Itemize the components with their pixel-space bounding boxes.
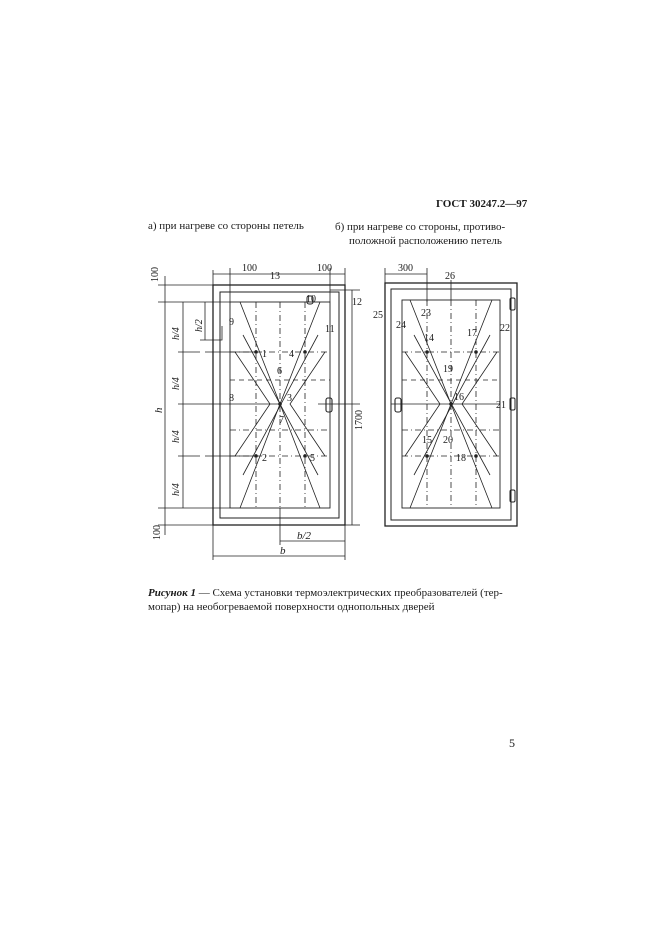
point-marker [303, 454, 307, 458]
label-point-6: 6 [277, 366, 282, 377]
label-point-7: 7 [279, 415, 284, 426]
label-point-11: 11 [325, 324, 335, 335]
label-point-3: 3 [287, 393, 292, 404]
label-point-4: 4 [289, 349, 294, 360]
point-marker [474, 454, 478, 458]
label-point-25: 25 [373, 310, 383, 321]
door-handle-b [395, 398, 401, 412]
label-point-8: 8 [229, 393, 234, 404]
label-point-18: 18 [456, 453, 466, 464]
dim-h-quarter-2: h/4 [171, 377, 182, 390]
dim-top-100: 100 [150, 267, 161, 282]
label-point-10: 10 [306, 294, 316, 305]
label-point-12: 12 [352, 297, 362, 308]
label-point-1: 1 [262, 349, 267, 360]
document-header: ГОСТ 30247.2—97 [436, 198, 528, 210]
point-marker [474, 350, 478, 354]
point-marker [303, 350, 307, 354]
figure-caption [148, 586, 522, 614]
figure-caption-label: Рисунок 1 [148, 587, 196, 599]
caption-variant-a: а) при нагреве со стороны петель [148, 220, 304, 232]
label-point-19: 19 [443, 364, 453, 375]
point-marker [425, 454, 429, 458]
point-marker [425, 350, 429, 354]
caption-b-line-2: положной расположению петель [349, 235, 502, 247]
dim-h: h [153, 407, 165, 413]
dim-h-quarter-1: h/4 [171, 327, 182, 340]
caption-b-line-1: б) при нагреве со стороны, противо- [335, 221, 506, 233]
label-point-24: 24 [396, 320, 406, 331]
dim-300: 300 [398, 263, 413, 274]
label-point-20: 20 [443, 435, 453, 446]
dim-h-half: h/2 [194, 319, 205, 332]
label-point-26: 26 [445, 271, 455, 282]
dim-bottom-100: 100 [152, 525, 163, 540]
dim-h-quarter-4: h/4 [171, 483, 182, 496]
label-point-21: 21 [496, 400, 506, 411]
label-point-9: 9 [229, 317, 234, 328]
dim-left-100: 100 [242, 263, 257, 274]
dim-h-quarter-3: h/4 [171, 430, 182, 443]
label-point-15: 15 [422, 435, 432, 446]
dim-right-100: 100 [317, 263, 332, 274]
label-point-2: 2 [262, 453, 267, 464]
dim-b-half: b/2 [297, 530, 312, 542]
figure-caption-text-2: мопар) на необогреваемой поверхности однопольных дверей [148, 601, 435, 613]
dim-b: b [280, 545, 286, 557]
label-point-17: 17 [467, 328, 477, 339]
label-point-13: 13 [270, 271, 280, 282]
label-point-23: 23 [421, 308, 431, 319]
figure-caption-line-1 [148, 586, 522, 600]
label-point-14: 14 [424, 333, 434, 344]
label-point-5: 5 [310, 453, 315, 464]
dim-1700: 1700 [354, 410, 365, 430]
page-number: 5 [509, 736, 515, 750]
label-point-16: 16 [454, 392, 464, 403]
door-handle-a [326, 398, 332, 412]
label-point-22: 22 [500, 323, 510, 334]
figure-caption-text-1: — Схема установки термоэлектрических преобразователей (тер- [195, 587, 503, 599]
